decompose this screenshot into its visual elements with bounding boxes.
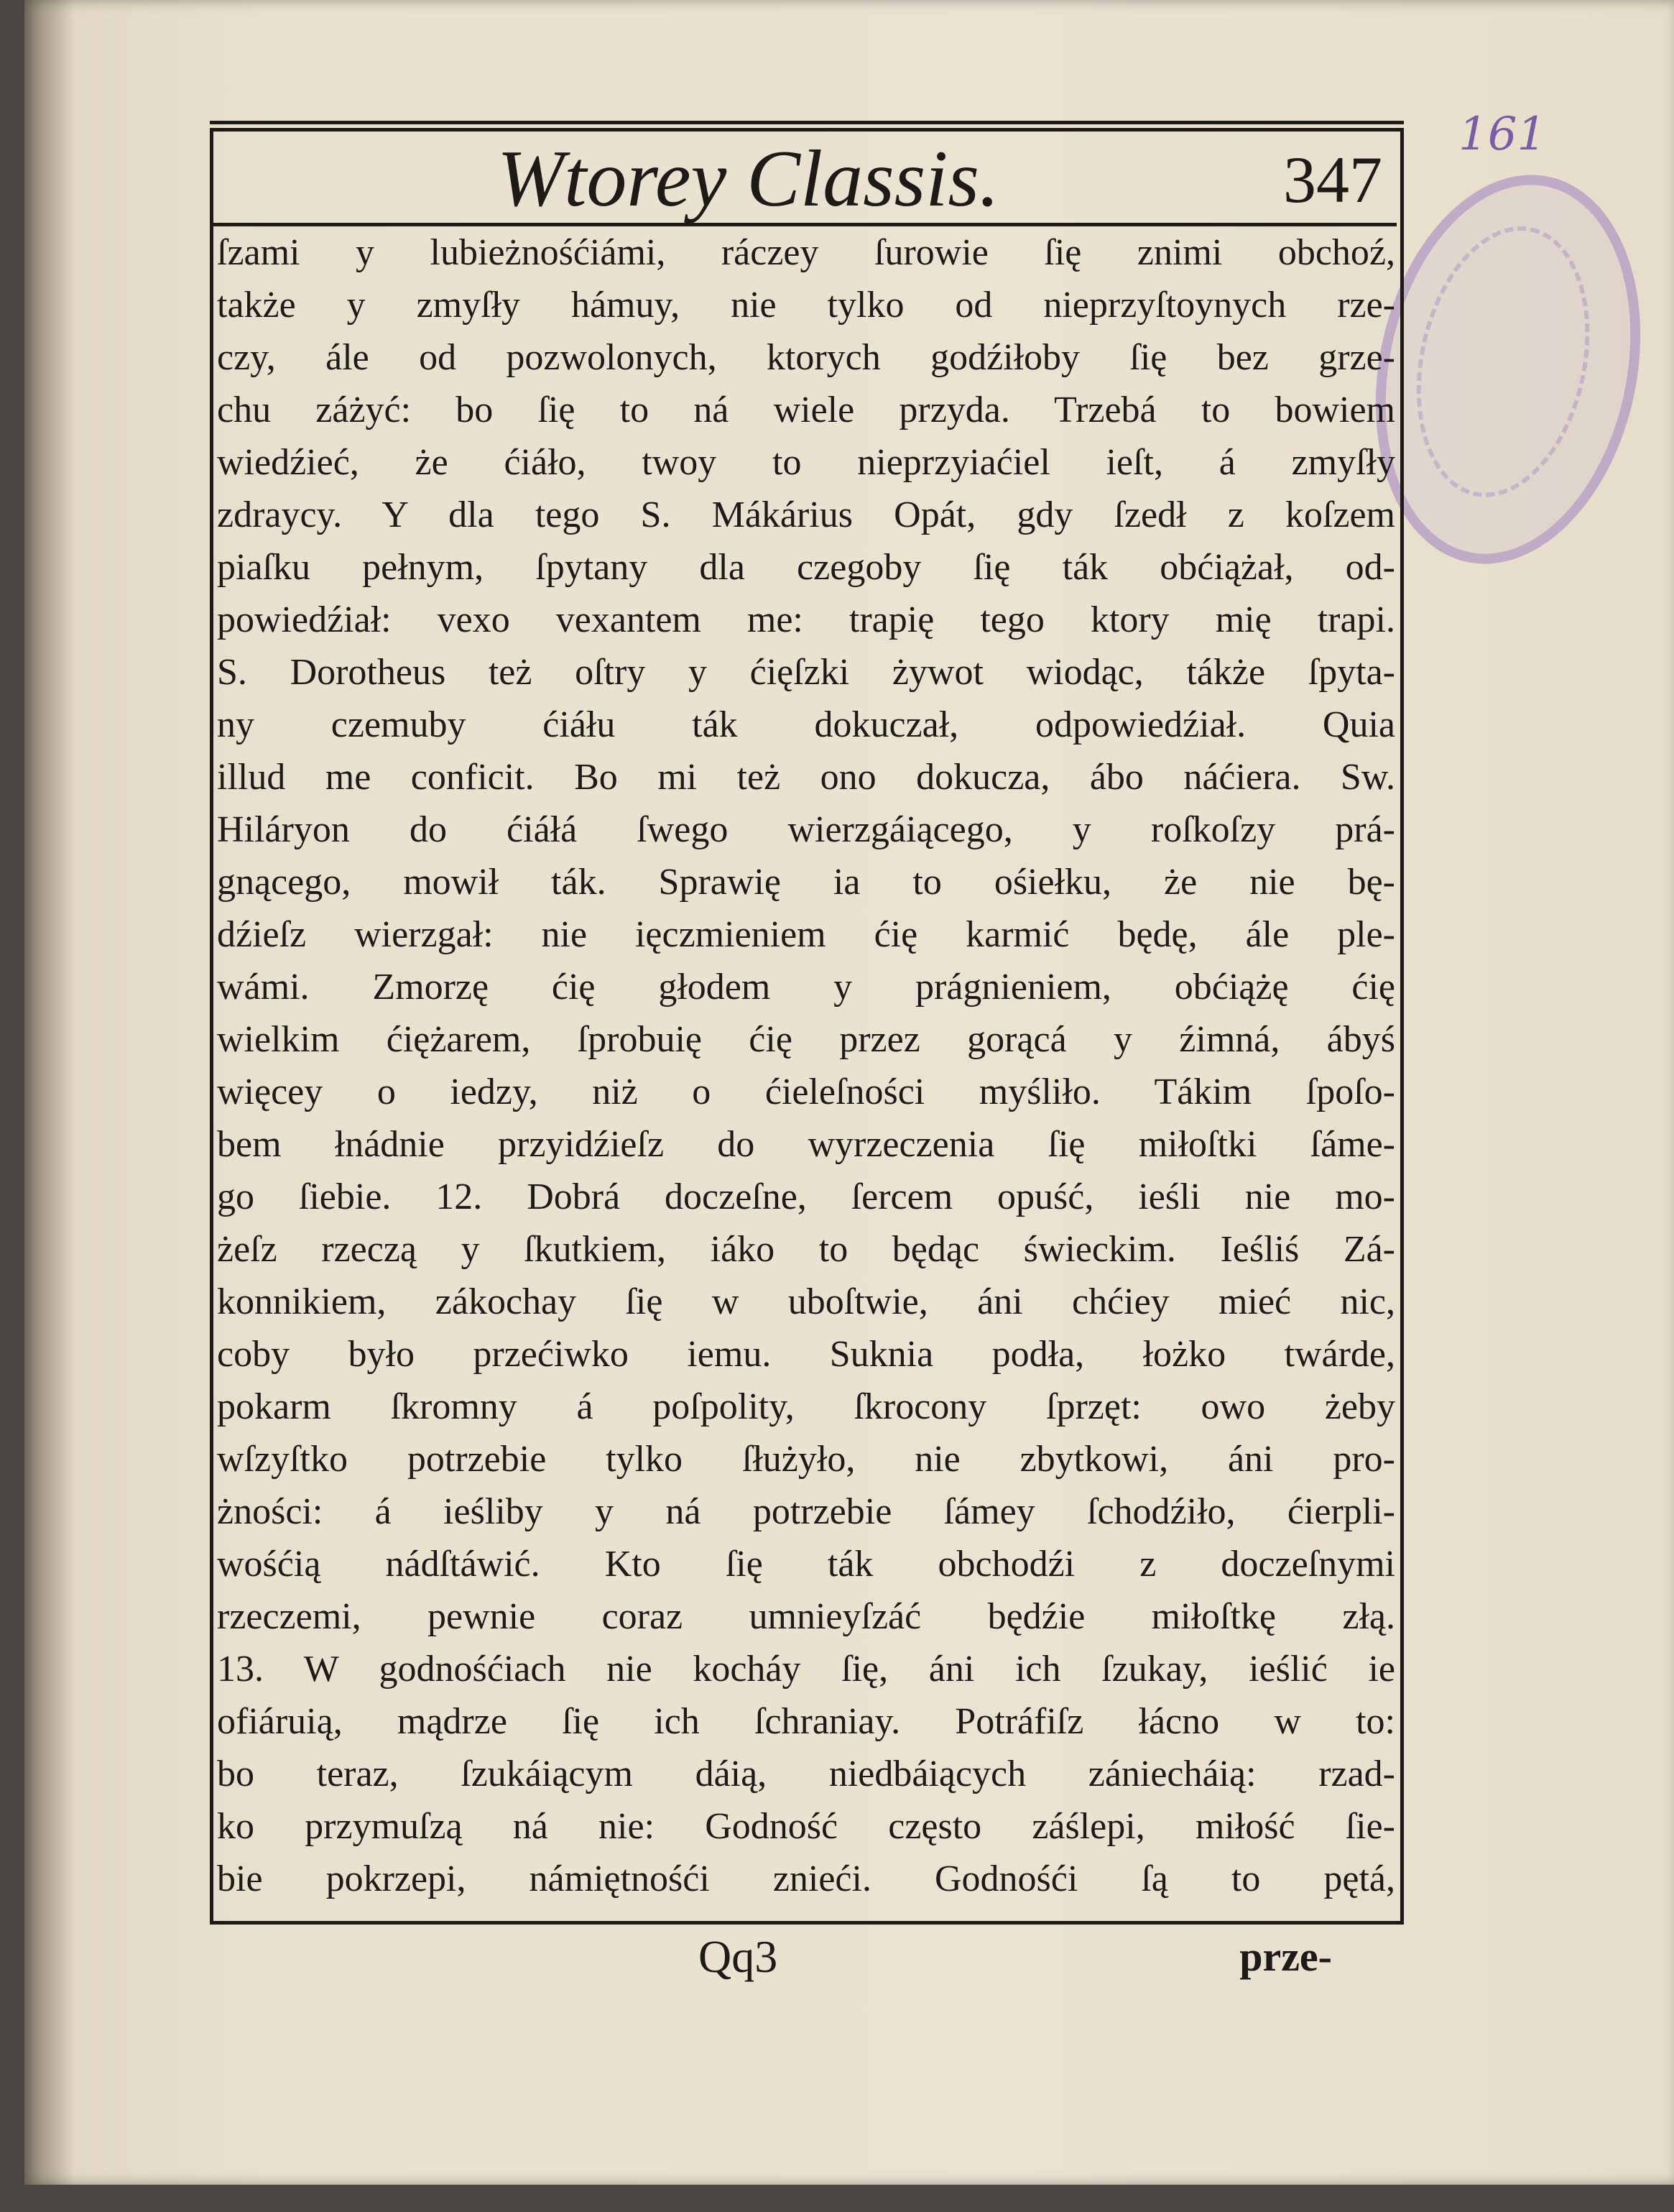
text-line: dźieſz wierzgał: nie ięczmieniem ćię karmić będę, ále ple- (217, 914, 1395, 955)
page-gutter-shadow (24, 0, 75, 2185)
text-line: wſzyſtko potrzebie tylko ſłużyło, nie zbytkowi, áni pro- (217, 1439, 1395, 1480)
text-line: bie pokrzepi, námiętnośći znieći. Godnośći ſą to pętá, (217, 1858, 1395, 1899)
text-line: wiedźieć, że ćiáło, twoy to nieprzyiaćiel ieſt, á zmyſły (217, 442, 1395, 483)
text-line: bo teraz, ſzukáiącym dáią, niedbáiących zániecháią: rzad- (217, 1754, 1395, 1794)
text-line: powiedźiał: vexo vexantem me: trapię tego ktory mię trapi. (217, 599, 1395, 640)
text-line: czy, ále od pozwolonych, ktorych godźiłoby ſię bez grze- (217, 337, 1395, 378)
library-stamp-inner-ring (1393, 210, 1613, 513)
text-line: żeſz rzeczą y ſkutkiem, iáko to będąc świeckim. Ieśliś Zá- (217, 1229, 1395, 1270)
handwritten-folio-number: 161 (1458, 108, 1547, 161)
catchword: prze- (1239, 1933, 1332, 1980)
text-line: ofiáruią, mądrze ſię ich ſchraniay. Potráfiſz łácno w to: (217, 1701, 1395, 1742)
text-line: rzeczemi, pewnie coraz umnieyſzáć będźie miłoſtkę złą. (217, 1596, 1395, 1637)
text-line: wośćią nádſtáwić. Kto ſię ták obchodźi z doczeſnymi (217, 1544, 1395, 1585)
body-text (217, 226, 1395, 1912)
page-footer (210, 1920, 1397, 1992)
text-line: gnącego, mowił ták. Sprawię ia to ośiełku, że nie bę- (217, 862, 1395, 903)
text-line: ko przymuſzą ná nie: Godność często záślepi, miłość ſie- (217, 1806, 1395, 1847)
text-line: żności: á ieśliby y ná potrzebie ſámey ſchodźiło, ćierpli- (217, 1491, 1395, 1532)
text-line: zdraycy. Y dla tego S. Mákárius Opát, gdy ſzedł z koſzem (217, 494, 1395, 535)
text-line: illud me conficit. Bo mi też ono dokucza, ábo náćiera. Sw. (217, 757, 1395, 798)
text-line: także y zmyſły hámuy, nie tylko od nieprzyſtoynych rze- (217, 285, 1395, 326)
text-line: ſzami y lubieżnośćiámi, ráczey ſurowie ſię znimi obchoź, (217, 232, 1395, 273)
text-line: wielkim ćiężarem, ſprobuię ćię przez gorącá y źimná, ábyś (217, 1019, 1395, 1060)
text-line: piaſku pełnym, ſpytany dla czegoby ſię ták obćiążał, od- (217, 547, 1395, 588)
text-line: bem łnádnie przyidźieſz do wyrzeczenia ſię miłoſtki ſáme- (217, 1124, 1395, 1165)
text-line: pokarm ſkromny á poſpolity, ſkrocony ſprzęt: owo żeby (217, 1386, 1395, 1427)
text-line: ny czemuby ćiáłu ták dokuczał, odpowiedźiał. Quia (217, 704, 1395, 745)
text-line: S. Dorotheus też oſtry y ćięſzki żywot wiodąc, tákże ſpyta- (217, 652, 1395, 693)
page-header (210, 128, 1397, 226)
text-line: wámi. Zmorzę ćię głodem y prágnieniem, obćiążę ćię (217, 967, 1395, 1008)
text-line: coby było przećiwko iemu. Suknia podła, łożko twárde, (217, 1334, 1395, 1375)
text-line: więcey o iedzy, niż o ćieleſności myśliło. Tákim ſpoſo- (217, 1072, 1395, 1112)
page-number: 347 (1283, 143, 1382, 216)
signature-mark: Qq3 (698, 1931, 778, 1982)
top-rule (210, 121, 1404, 124)
text-line: Hiláryon do ćiáłá ſwego wierzgáiącego, y roſkoſzy prá- (217, 809, 1395, 850)
running-head: Wtorey Classis. (497, 134, 999, 223)
text-line: go ſiebie. 12. Dobrá doczeſne, ſercem opuść, ieśli nie mo- (217, 1176, 1395, 1217)
text-line: 13. W godnośćiach nie kocháy ſię, áni ich ſzukay, ieślić ie (217, 1649, 1395, 1690)
text-line: chu záżyć: bo ſię to ná wiele przyda. Trzebá to bowiem (217, 390, 1395, 430)
text-line: konnikiem, zákochay ſię w uboſtwie, áni chćiey mieć nic, (217, 1281, 1395, 1322)
